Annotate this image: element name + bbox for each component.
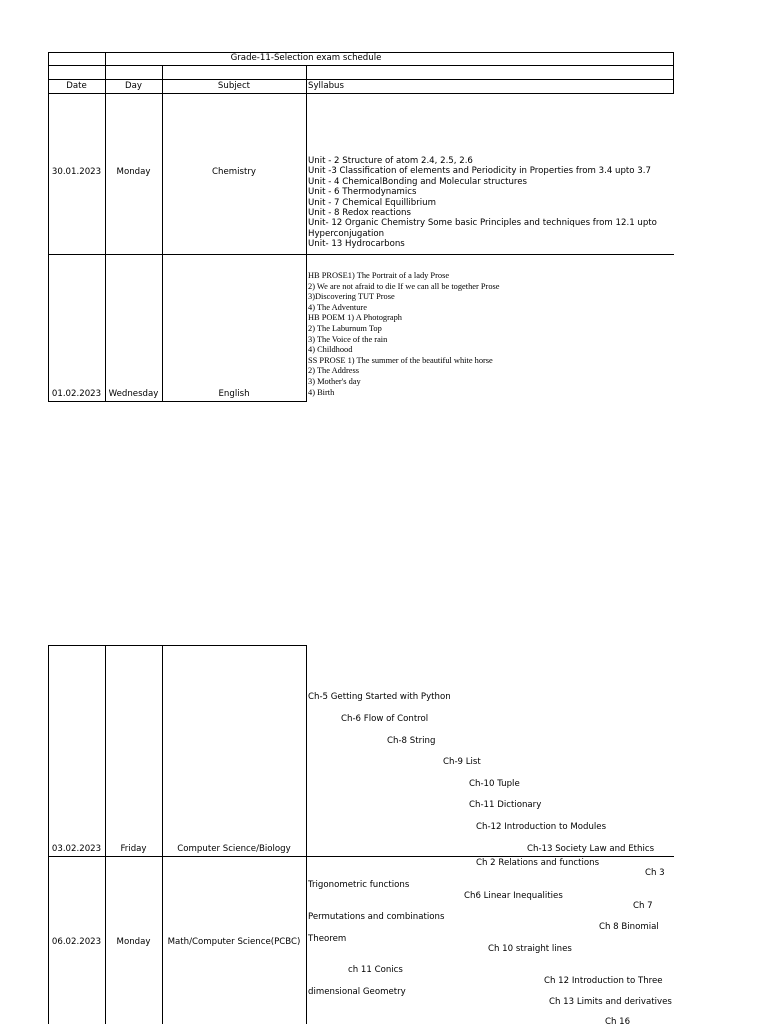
exam-subject: Math/Computer Science(PCBC) [167,937,301,947]
syllabus-item: Ch-10 Tuple [469,779,520,789]
syllabus-item: 3) The Voice of the rain [308,334,388,344]
table-col-line [306,645,307,1024]
header-subject: Subject [217,81,251,91]
syllabus-item: Trigonometric functions [308,880,410,890]
syllabus-item: Ch 8 Binomial [599,922,659,932]
syllabus-item: Unit - 2 Structure of atom 2.4, 2.5, 2.6 [308,156,473,166]
syllabus-item: Unit - 4 ChemicalBonding and Molecular structures [308,176,528,187]
syllabus-item: Ch-6 Flow of Control [341,714,429,724]
syllabus-item: Hyperconjugation [308,228,385,239]
header-day: Day [125,81,142,91]
table-border-top [48,645,307,646]
table-line [48,401,306,402]
syllabus-item: Ch-11 Dictionary [469,800,542,810]
syllabus-item: 2) The Laburnum Top [308,324,382,333]
table-border-left [48,645,49,1024]
table-col-line [105,52,106,402]
exam-subject: English [218,389,250,399]
syllabus-item: Ch 3 [645,868,665,878]
exam-day: Friday [120,844,147,854]
table-line [48,254,674,255]
syllabus-item: SS PROSE 1) The summer of the beautiful white horse [308,355,493,365]
exam-date: 06.02.2023 [51,937,102,947]
table-col-line [105,645,106,1024]
table-col-line [162,66,163,402]
syllabus-item: 4) Childhood [308,345,353,355]
syllabus-item: HB PROSE1) The Portrait of a lady Prose [308,271,450,280]
syllabus-item: Theorem [308,934,347,944]
header-date: Date [66,81,87,91]
syllabus-item: Ch-5 Getting Started with Python [308,692,451,702]
syllabus-item: Ch-13 Society Law and Ethics [527,844,655,854]
syllabus-item: 3) Mother's day [308,377,361,386]
table-line [48,65,674,66]
table-line [48,93,674,94]
table-line [48,79,674,80]
syllabus-item: Unit - 8 Redox reactions [308,208,411,218]
schedule-title: Grade-11-Selection exam schedule [230,53,382,63]
syllabus-item: HB POEM 1) A Photograph [308,313,402,323]
syllabus-item: 4) The Adventure [308,302,367,312]
syllabus-item: Unit - 6 Thermodynamics [308,187,417,198]
table-border-right [673,52,674,94]
exam-date: 03.02.2023 [51,844,102,854]
syllabus-item: Unit- 12 Organic Chemistry Some basic Principles and techniques from 12.1 upto [308,218,657,229]
syllabus-item: 2) The Address [308,366,360,376]
syllabus-item: ch 11 Conics [348,965,403,975]
exam-date: 01.02.2023 [51,389,102,399]
syllabus-item: Ch-12 Introduction to Modules [476,822,607,832]
syllabus-item: 2) We are not afraid to die If we can all be together Prose [308,281,500,291]
exam-date: 30.01.2023 [51,167,102,177]
exam-day: Monday [116,167,151,177]
syllabus-item: Unit - 7 Chemical Equillibrium [308,197,436,208]
syllabus-item: 3)Discovering TUT Prose [308,292,395,302]
exam-subject: Computer Science/Biology [177,844,291,854]
syllabus-item: Ch 2 Relations and functions [476,858,600,868]
syllabus-item: dimensional Geometry [308,987,406,997]
syllabus-item: Unit -3 Classification of elements and Periodicity in Properties from 3.4 upto 3.7 [308,166,651,177]
header-syllabus: Syllabus [308,81,344,91]
syllabus-item: 4) Birth [308,387,335,397]
table-border-left [48,52,49,402]
table-line [48,856,674,857]
syllabus-item: Ch 10 straight lines [488,944,572,954]
exam-day: Wednesday [108,389,159,399]
syllabus-item: Ch 7 [633,901,653,911]
syllabus-item: Unit- 13 Hydrocarbons [308,239,405,250]
syllabus-item: Ch-8 String [387,736,436,746]
syllabus-item: Ch 13 Limits and derivatives [549,997,672,1007]
exam-day: Monday [116,937,151,947]
syllabus-item: Ch 12 Introduction to Three [544,976,663,986]
syllabus-item: Ch6 Linear Inequalities [464,891,563,901]
syllabus-item: Ch-9 List [443,757,481,767]
syllabus-item: Ch 16 [605,1017,631,1027]
exam-subject: Chemistry [212,167,256,177]
syllabus-item: Permutations and combinations [308,912,445,922]
table-col-line [162,645,163,1024]
table-col-line [306,66,307,402]
